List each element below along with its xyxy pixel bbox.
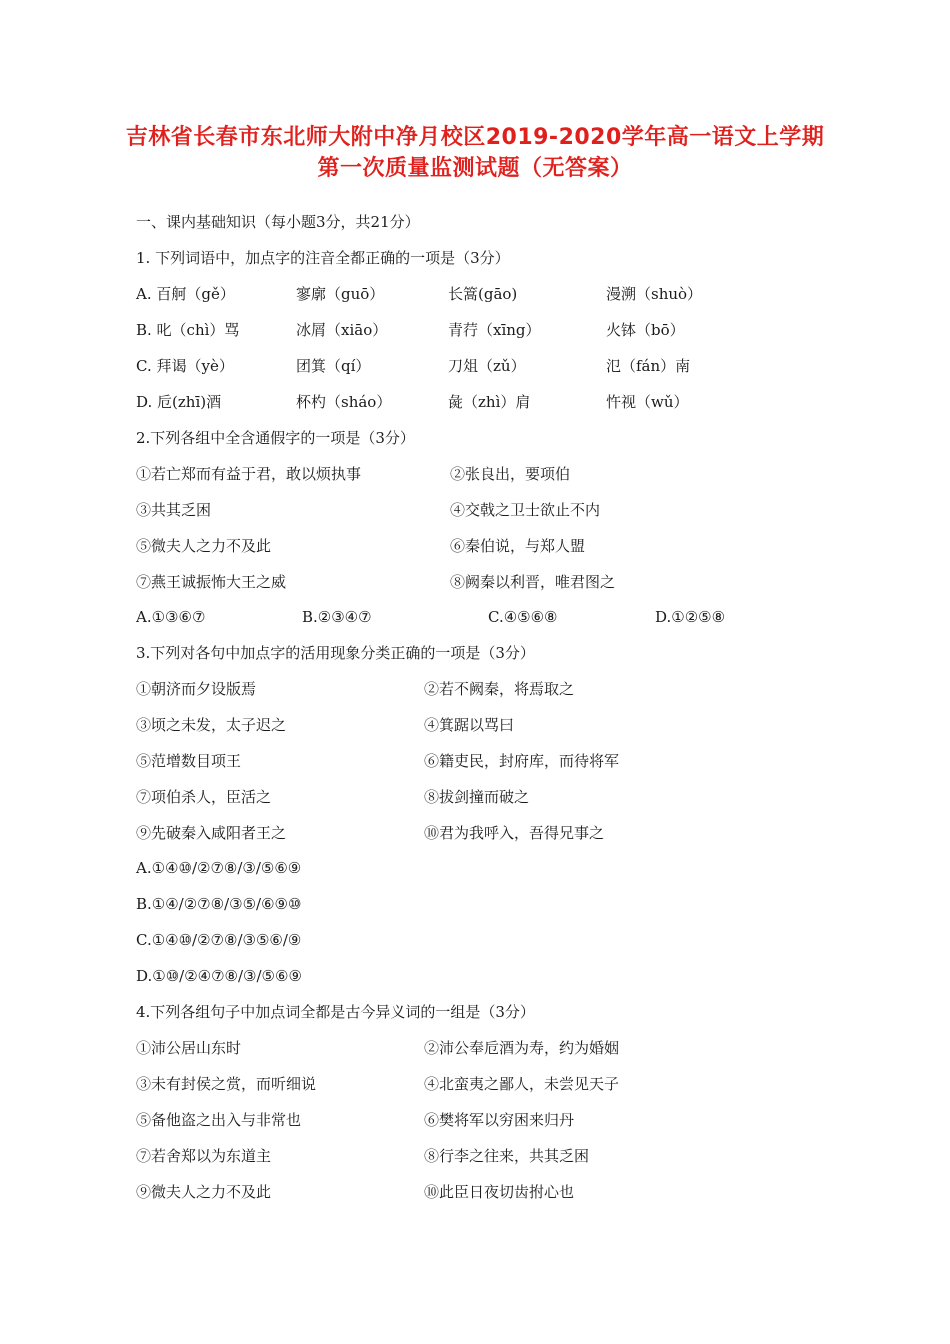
option-cell: ⑤微夫人之力不及此 — [136, 537, 272, 555]
option-cell: B. 叱（chì）骂 — [136, 321, 240, 339]
option-row — [0, 464, 950, 484]
option-cell: ⑨微夫人之力不及此 — [136, 1183, 272, 1201]
option-cell: 寥廓（guō） — [296, 285, 385, 303]
option-cell: 冰屑（xiāo） — [296, 321, 388, 339]
option-cell: 火钵（bō） — [606, 321, 685, 339]
option-cell: A. 百舸（gě） — [136, 285, 235, 303]
option-cell: ⑦项伯杀人，臣活之 — [136, 788, 272, 806]
option-cell: 青荇（xīng） — [448, 321, 541, 339]
option-row — [0, 823, 950, 843]
doc-title-line1: 吉林省长春市东北师大附中净月校区2019-2020学年高一语文上学期 — [125, 125, 825, 150]
option-cell: 杯杓（sháo） — [296, 393, 392, 411]
option-cell: ①若亡郑而有益于君，敢以烦执事 — [136, 465, 362, 483]
answer-choice: B.②③④⑦ — [302, 608, 372, 626]
option-cell: ③共其乏困 — [136, 501, 212, 519]
option-cell: ⑦燕王诚振怖大王之威 — [136, 573, 287, 591]
option-row — [0, 1146, 950, 1166]
answer-choice: C.①④⑩/②⑦⑧/③⑤⑥/⑨ — [136, 931, 302, 949]
option-cell: ⑥籍吏民，封府库，而待将军 — [424, 752, 620, 770]
option-cell: 长篙(gāo) — [448, 285, 518, 303]
option-row — [0, 572, 950, 592]
option-cell: 刀俎（zǔ） — [448, 357, 526, 375]
option-cell: ⑤范增数目项王 — [136, 752, 242, 770]
option-row — [0, 356, 950, 376]
option-cell: C. 拜谒（yè） — [136, 357, 234, 375]
option-row — [0, 679, 950, 699]
option-cell: ⑧拔剑撞而破之 — [424, 788, 530, 806]
answer-choice: A.①④⑩/②⑦⑧/③/⑤⑥⑨ — [136, 859, 302, 877]
option-cell: ②张良出，要项伯 — [450, 465, 571, 483]
option-cell: ④交戟之卫士欲止不内 — [450, 501, 601, 519]
option-cell: ⑦若舍郑以为东道主 — [136, 1147, 272, 1165]
answer-choices — [0, 607, 950, 627]
answer-choice: C.④⑤⑥⑧ — [488, 608, 558, 626]
option-cell: ⑥樊将军以穷困来归丹 — [424, 1111, 575, 1129]
answer-choice: B.①④/②⑦⑧/③⑤/⑥⑨⑩ — [136, 895, 302, 913]
option-cell: 忤视（wǔ） — [606, 393, 689, 411]
option-cell: ③顷之未发，太子迟之 — [136, 716, 287, 734]
option-cell: D. 卮(zhī)酒 — [136, 393, 222, 411]
option-cell: 彘（zhì）肩 — [448, 393, 531, 411]
question-2-stem: 2.下列各组中全含通假字的一项是（3分） — [136, 429, 415, 447]
option-cell: ①朝济而夕设版焉 — [136, 680, 257, 698]
option-row — [0, 787, 950, 807]
option-cell: ④箕踞以骂曰 — [424, 716, 515, 734]
option-cell: ②沛公奉卮酒为寿，约为婚姻 — [424, 1039, 620, 1057]
option-cell: ⑩此臣日夜切齿拊心也 — [424, 1183, 575, 1201]
option-cell: ⑤备他盗之出入与非常也 — [136, 1111, 302, 1129]
option-row — [0, 751, 950, 771]
question-4-stem: 4.下列各组句子中加点词全都是古今异义词的一组是（3分） — [136, 1003, 535, 1021]
option-cell: ⑥秦伯说，与郑人盟 — [450, 537, 586, 555]
option-row — [0, 392, 950, 412]
option-cell: ②若不阙秦，将焉取之 — [424, 680, 575, 698]
option-row — [0, 284, 950, 304]
option-row — [0, 500, 950, 520]
answer-choice: D.①⑩/②④⑦⑧/③/⑤⑥⑨ — [136, 967, 302, 985]
option-row — [0, 536, 950, 556]
option-cell: ⑩君为我呼入，吾得兄事之 — [424, 824, 605, 842]
option-row — [0, 715, 950, 735]
option-row — [0, 1038, 950, 1058]
section-heading: 一、课内基础知识（每小题3分，共21分） — [136, 213, 420, 231]
option-row — [0, 1110, 950, 1130]
option-row — [0, 1074, 950, 1094]
option-cell: 漫溯（shuò） — [606, 285, 703, 303]
option-cell: 团箕（qí） — [296, 357, 371, 375]
option-cell: ③未有封侯之赏，而听细说 — [136, 1075, 317, 1093]
option-cell: ⑨先破秦入咸阳者王之 — [136, 824, 287, 842]
option-cell: ⑧行李之往来，共其乏困 — [424, 1147, 590, 1165]
question-3-stem: 3.下列对各句中加点字的活用现象分类正确的一项是（3分） — [136, 644, 535, 662]
answer-choice: D.①②⑤⑧ — [655, 608, 726, 626]
answer-choice: A.①③⑥⑦ — [136, 608, 206, 626]
option-cell: 氾（fán）南 — [606, 357, 691, 375]
option-cell: ④北蛮夷之鄙人，未尝见天子 — [424, 1075, 620, 1093]
option-row — [0, 320, 950, 340]
doc-title-line2: 第一次质量监测试题（无答案） — [317, 156, 633, 181]
question-1-stem: 1. 下列词语中，加点字的注音全都正确的一项是（3分） — [136, 249, 510, 267]
option-cell: ①沛公居山东时 — [136, 1039, 242, 1057]
option-row — [0, 1182, 950, 1202]
option-cell: ⑧阙秦以利晋，唯君图之 — [450, 573, 616, 591]
